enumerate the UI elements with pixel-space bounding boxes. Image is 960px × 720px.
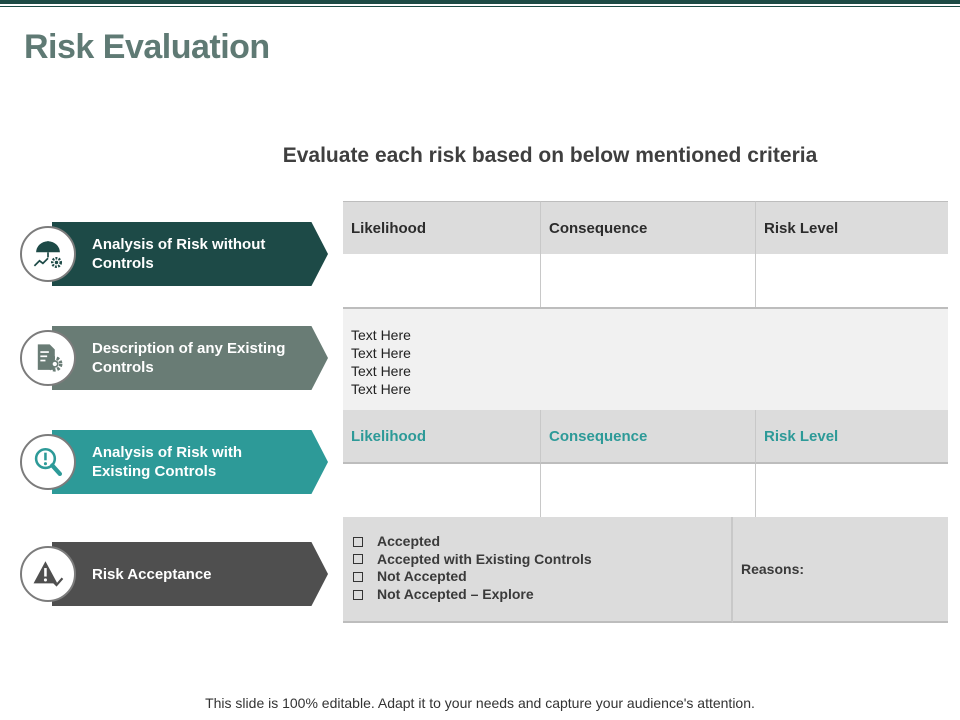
risk-level-with-controls-value-cell[interactable]: [756, 464, 948, 517]
text-line: Text Here: [351, 381, 411, 397]
acceptance-option-label: Accepted with Existing Controls: [377, 550, 592, 567]
header-consequence-with-controls: Consequence: [541, 410, 756, 464]
acceptance-option-label: Not Accepted – Explore: [377, 585, 534, 602]
step-description-existing-controls: [20, 326, 330, 390]
header-consequence: Consequence: [541, 201, 756, 254]
likelihood-value-cell[interactable]: [343, 254, 541, 307]
text-line: Text Here: [351, 327, 411, 343]
likelihood-with-controls-value-cell[interactable]: [343, 464, 541, 517]
step-analysis-without-controls: [20, 222, 330, 286]
checkbox-icon[interactable]: [353, 537, 363, 547]
step-icon-circle: [20, 434, 76, 490]
top-border-line: [0, 0, 960, 4]
step-icon-circle: [20, 226, 76, 282]
footer-note: This slide is 100% editable. Adapt it to your needs and capture your audience's attention.: [205, 695, 755, 711]
acceptance-option-not-accepted[interactable]: [353, 568, 731, 586]
acceptance-checklist: [343, 517, 731, 603]
text-line: Text Here: [351, 345, 411, 361]
step-risk-acceptance: [20, 542, 330, 606]
risk-level-value-cell[interactable]: [756, 254, 948, 307]
acceptance-option-not-accepted-explore[interactable]: [353, 586, 731, 604]
page-title: Risk Evaluation: [24, 28, 270, 66]
step-icon-circle: [20, 330, 76, 386]
acceptance-options-cell: [343, 517, 733, 623]
reasons-cell[interactable]: [733, 517, 948, 623]
acceptance-option-label: Accepted: [377, 533, 441, 549]
text-line: Text Here: [351, 363, 411, 379]
acceptance-option-accepted[interactable]: [353, 533, 731, 551]
checkbox-icon[interactable]: [353, 590, 363, 600]
checkbox-icon[interactable]: [353, 554, 363, 564]
step-icon-circle: [20, 546, 76, 602]
step-label: Analysis of Risk with Existing Controls: [92, 444, 243, 480]
step-label: Analysis of Risk without Controls: [92, 236, 266, 272]
acceptance-option-accepted-with-controls[interactable]: [353, 551, 731, 569]
reasons-label: Reasons:: [741, 561, 805, 577]
header-likelihood: Likelihood: [343, 201, 541, 254]
consequence-value-cell[interactable]: [541, 254, 756, 307]
umbrella-chart-icon: [31, 237, 65, 271]
header-risk-level: Risk Level: [756, 201, 948, 254]
document-gear-icon: [31, 341, 65, 375]
existing-controls-description[interactable]: [343, 307, 948, 410]
step-label: Description of any Existing Controls: [92, 340, 286, 376]
top-border-line-thin: [0, 6, 960, 7]
magnifier-alert-icon: [31, 445, 65, 479]
header-risk-level-with-controls: Risk Level: [756, 410, 948, 464]
step-label: Risk Acceptance: [92, 565, 212, 583]
consequence-with-controls-value-cell[interactable]: [541, 464, 756, 517]
step-analysis-with-controls: [20, 430, 330, 494]
acceptance-option-label: Not Accepted: [377, 568, 467, 585]
checkbox-icon[interactable]: [353, 572, 363, 582]
warning-check-icon: [31, 557, 65, 591]
header-likelihood-with-controls: Likelihood: [343, 410, 541, 464]
page-subtitle: Evaluate each risk based on below mentioned criteria: [282, 144, 818, 167]
